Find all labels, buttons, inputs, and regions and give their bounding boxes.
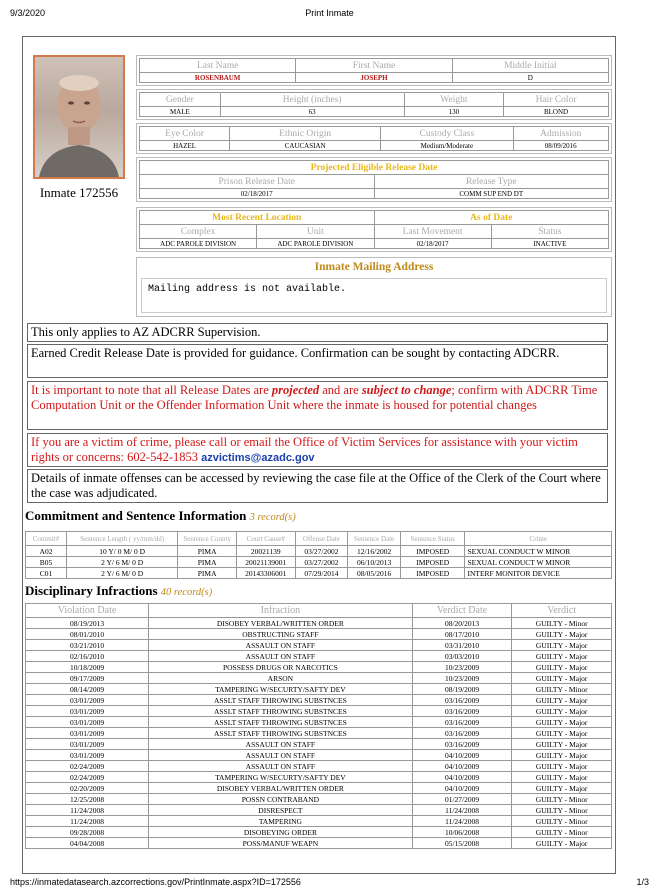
sentence-county-cell: PIMA bbox=[178, 568, 237, 579]
table-row bbox=[26, 739, 612, 750]
victim-services-email-link[interactable]: azvictims@azadc.gov bbox=[201, 452, 315, 464]
complex-value: ADC PAROLE DIVISION bbox=[140, 239, 257, 249]
sentence-county-cell: PIMA bbox=[178, 557, 237, 568]
verdict-column-header: Verdict bbox=[512, 604, 612, 618]
crime-cell: INTERF MONITOR DEVICE bbox=[465, 568, 612, 579]
inmate-record bbox=[22, 36, 616, 874]
violation-date-cell: 09/17/2009 bbox=[26, 673, 149, 684]
verdict-date-cell: 08/19/2009 bbox=[412, 684, 512, 695]
sentence-date-cell: 12/16/2002 bbox=[348, 546, 401, 557]
release-type-value: COMM SUP END DT bbox=[374, 189, 609, 199]
verdict-date-cell: 03/31/2010 bbox=[412, 640, 512, 651]
commitment-heading bbox=[25, 508, 296, 524]
earned-credit-note: Earned Credit Release Date is provided for guidance. Confirmation can be sought by contacting ADCRR. bbox=[27, 344, 608, 378]
infraction-cell: DISOBEY VERBAL/WRITTEN ORDER bbox=[149, 618, 413, 629]
page-url: https://inmatedatasearch.azcorrections.gov/PrintInmate.aspx?ID=172556 bbox=[10, 877, 301, 887]
admission-value: 08/09/2016 bbox=[513, 141, 609, 151]
violation-date-cell: 03/01/2009 bbox=[26, 750, 149, 761]
verdict-date-cell: 04/10/2009 bbox=[412, 750, 512, 761]
verdict-date-cell: 04/10/2009 bbox=[412, 772, 512, 783]
infraction-cell: TAMPERING W/SECURTY/SAFTY DEV bbox=[149, 684, 413, 695]
infraction-cell: TAMPERING W/SECURTY/SAFTY DEV bbox=[149, 772, 413, 783]
sentence-date-column-header: Sentence Date bbox=[348, 532, 401, 546]
violation-date-cell: 03/01/2009 bbox=[26, 728, 149, 739]
infraction-cell: DISOBEY VERBAL/WRITTEN ORDER bbox=[149, 783, 413, 794]
offense-date-cell: 07/29/2014 bbox=[295, 568, 348, 579]
unit-label: Unit bbox=[257, 225, 374, 239]
height-label: Height (inches) bbox=[220, 93, 404, 107]
violation-date-cell: 03/01/2009 bbox=[26, 717, 149, 728]
last-name-label: Last Name bbox=[140, 59, 296, 73]
name-section bbox=[136, 55, 612, 86]
violation-date-cell: 04/04/2008 bbox=[26, 838, 149, 849]
first-name-value: JOSEPH bbox=[296, 73, 452, 83]
sentence-county-column-header: Sentence County bbox=[178, 532, 237, 546]
custody-section bbox=[136, 123, 612, 154]
violation-date-cell: 09/28/2008 bbox=[26, 827, 149, 838]
verdict-date-cell: 08/20/2013 bbox=[412, 618, 512, 629]
status-value: INACTIVE bbox=[491, 239, 608, 249]
table-row bbox=[26, 618, 612, 629]
ethnic-origin-value: CAUCASIAN bbox=[230, 141, 381, 151]
inmate-number: Inmate 172556 bbox=[39, 185, 119, 200]
disciplinary-record-count: 40 record(s) bbox=[160, 587, 213, 598]
release-date-warning bbox=[27, 381, 608, 430]
verdict-date-cell: 11/24/2008 bbox=[412, 816, 512, 827]
inmate-photo bbox=[33, 55, 125, 179]
verdict-cell: GUILTY - Major bbox=[512, 772, 612, 783]
verdict-cell: GUILTY - Minor bbox=[512, 794, 612, 805]
verdict-cell: GUILTY - Minor bbox=[512, 618, 612, 629]
infraction-column-header: Infraction bbox=[149, 604, 413, 618]
table-row bbox=[26, 728, 612, 739]
verdict-cell: GUILTY - Major bbox=[512, 662, 612, 673]
table-row bbox=[26, 662, 612, 673]
sentence-county-cell: PIMA bbox=[178, 546, 237, 557]
crime-cell: SEXUAL CONDUCT W MINOR bbox=[465, 557, 612, 568]
verdict-cell: GUILTY - Major bbox=[512, 728, 612, 739]
commit-number-cell: C01 bbox=[26, 568, 67, 579]
table-row bbox=[26, 794, 612, 805]
print-footer bbox=[10, 877, 649, 891]
prison-release-date-label: Prison Release Date bbox=[140, 175, 375, 189]
violation-date-cell: 12/25/2008 bbox=[26, 794, 149, 805]
court-cause-cell: 20021139 bbox=[236, 546, 295, 557]
verdict-date-cell: 05/15/2008 bbox=[412, 838, 512, 849]
print-header bbox=[10, 8, 649, 22]
verdict-cell: GUILTY - Major bbox=[512, 717, 612, 728]
violation-date-cell: 03/01/2009 bbox=[26, 739, 149, 750]
eye-color-value: HAZEL bbox=[140, 141, 230, 151]
infraction-cell: ASSAULT ON STAFF bbox=[149, 739, 413, 750]
verdict-cell: GUILTY - Minor bbox=[512, 684, 612, 695]
verdict-cell: GUILTY - Major bbox=[512, 761, 612, 772]
verdict-cell: GUILTY - Major bbox=[512, 673, 612, 684]
violation-date-cell: 02/24/2009 bbox=[26, 761, 149, 772]
commitment-record-count: 3 record(s) bbox=[249, 512, 296, 523]
verdict-cell: GUILTY - Major bbox=[512, 629, 612, 640]
violation-date-cell: 08/19/2013 bbox=[26, 618, 149, 629]
sentence-status-cell: IMPOSED bbox=[401, 557, 465, 568]
infraction-cell: DISOBEYING ORDER bbox=[149, 827, 413, 838]
crime-cell: SEXUAL CONDUCT W MINOR bbox=[465, 546, 612, 557]
court-cause-cell: 20021139001 bbox=[236, 557, 295, 568]
disciplinary-table-body bbox=[26, 618, 612, 849]
custody-class-label: Custody Class bbox=[381, 127, 513, 141]
verdict-cell: GUILTY - Major bbox=[512, 838, 612, 849]
verdict-date-cell: 04/10/2009 bbox=[412, 783, 512, 794]
last-name-value: ROSENBAUM bbox=[140, 73, 296, 83]
sentence-length-cell: 10 Y/ 0 M/ 0 D bbox=[67, 546, 178, 557]
table-row bbox=[26, 772, 612, 783]
commit-number-cell: A02 bbox=[26, 546, 67, 557]
sentence-date-cell: 06/10/2013 bbox=[348, 557, 401, 568]
gender-value: MALE bbox=[140, 107, 221, 117]
person-silhouette-icon bbox=[35, 57, 123, 177]
table-row bbox=[26, 673, 612, 684]
infraction-cell: DISRESPECT bbox=[149, 805, 413, 816]
infraction-cell: POSS/MANUF WEAPN bbox=[149, 838, 413, 849]
release-type-label: Release Type bbox=[374, 175, 609, 189]
supervision-note: This only applies to AZ ADCRR Supervision. bbox=[27, 323, 608, 342]
infraction-cell: ASSAULT ON STAFF bbox=[149, 640, 413, 651]
projected-release-heading: Projected Eligible Release Date bbox=[140, 161, 609, 175]
table-row bbox=[26, 838, 612, 849]
table-row bbox=[26, 706, 612, 717]
status-label: Status bbox=[491, 225, 608, 239]
table-row bbox=[26, 568, 612, 579]
table-row bbox=[26, 827, 612, 838]
court-cause-column-header: Court Cause# bbox=[236, 532, 295, 546]
weight-label: Weight bbox=[404, 93, 503, 107]
disciplinary-header-row bbox=[26, 604, 612, 618]
infraction-cell: POSSN CONTRABAND bbox=[149, 794, 413, 805]
table-row bbox=[26, 629, 612, 640]
infraction-cell: ASSAULT ON STAFF bbox=[149, 651, 413, 662]
verdict-date-cell: 08/17/2010 bbox=[412, 629, 512, 640]
violation-date-cell: 08/01/2010 bbox=[26, 629, 149, 640]
verdict-cell: GUILTY - Minor bbox=[512, 816, 612, 827]
hair-color-label: Hair Color bbox=[504, 93, 609, 107]
table-row bbox=[26, 546, 612, 557]
verdict-cell: GUILTY - Major bbox=[512, 706, 612, 717]
violation-date-column-header: Violation Date bbox=[26, 604, 149, 618]
table-row bbox=[26, 640, 612, 651]
infraction-cell: ASSLT STAFF THROWING SUBSTNCES bbox=[149, 695, 413, 706]
mailing-address-heading: Inmate Mailing Address bbox=[314, 261, 434, 273]
infraction-cell: ARSON bbox=[149, 673, 413, 684]
infraction-cell: ASSLT STAFF THROWING SUBSTNCES bbox=[149, 717, 413, 728]
verdict-cell: GUILTY - Minor bbox=[512, 805, 612, 816]
release-text-3: ; confirm with ADCRR Time Computation Unit or the Offender Information Unit where the inmate is housed for potential changes bbox=[31, 383, 598, 412]
as-of-date-heading: As of Date bbox=[374, 211, 609, 225]
infraction-cell: ASSAULT ON STAFF bbox=[149, 750, 413, 761]
court-cause-cell: 20143306001 bbox=[236, 568, 295, 579]
hair-color-value: BLOND bbox=[504, 107, 609, 117]
sentence-length-cell: 2 Y/ 6 M/ 0 D bbox=[67, 568, 178, 579]
violation-date-cell: 03/01/2009 bbox=[26, 695, 149, 706]
print-date: 9/3/2020 bbox=[10, 8, 46, 18]
violation-date-cell: 08/14/2009 bbox=[26, 684, 149, 695]
complex-label: Complex bbox=[140, 225, 257, 239]
sentence-length-cell: 2 Y/ 6 M/ 0 D bbox=[67, 557, 178, 568]
release-section bbox=[136, 157, 612, 202]
sentence-status-cell: IMPOSED bbox=[401, 546, 465, 557]
infraction-cell: ASSLT STAFF THROWING SUBSTNCES bbox=[149, 706, 413, 717]
violation-date-cell: 02/20/2009 bbox=[26, 783, 149, 794]
verdict-date-cell: 03/03/2010 bbox=[412, 651, 512, 662]
custody-class-value: Medium/Moderate bbox=[381, 141, 513, 151]
violation-date-cell: 11/24/2008 bbox=[26, 816, 149, 827]
infraction-cell: ASSLT STAFF THROWING SUBSTNCES bbox=[149, 728, 413, 739]
subject-to-change-emphasis: subject to change bbox=[361, 383, 452, 397]
middle-initial-label: Middle Initial bbox=[452, 59, 608, 73]
offense-date-cell: 03/27/2002 bbox=[295, 546, 348, 557]
offense-date-cell: 03/27/2002 bbox=[295, 557, 348, 568]
verdict-cell: GUILTY - Major bbox=[512, 640, 612, 651]
violation-date-cell: 11/24/2008 bbox=[26, 805, 149, 816]
prison-release-date-value: 02/18/2017 bbox=[140, 189, 375, 199]
page-number: 1/3 bbox=[636, 877, 649, 887]
infraction-cell: OBSTRUCTING STAFF bbox=[149, 629, 413, 640]
commitment-title: Commitment and Sentence Information bbox=[25, 508, 247, 523]
projected-emphasis: projected bbox=[271, 383, 320, 397]
gender-label: Gender bbox=[140, 93, 221, 107]
verdict-cell: GUILTY - Major bbox=[512, 750, 612, 761]
mailing-address-box: Mailing address is not available. bbox=[141, 278, 607, 313]
verdict-cell: GUILTY - Major bbox=[512, 739, 612, 750]
verdict-date-cell: 04/10/2009 bbox=[412, 761, 512, 772]
commit-number-cell: B05 bbox=[26, 557, 67, 568]
commitment-table-body bbox=[26, 546, 612, 579]
table-row bbox=[26, 695, 612, 706]
table-row bbox=[26, 783, 612, 794]
sentence-length-column-header: Sentence Length ( yy/mm/dd) bbox=[67, 532, 178, 546]
table-row bbox=[26, 651, 612, 662]
violation-date-cell: 02/24/2009 bbox=[26, 772, 149, 783]
violation-date-cell: 10/18/2009 bbox=[26, 662, 149, 673]
middle-initial-value: D bbox=[452, 73, 608, 83]
height-value: 63 bbox=[220, 107, 404, 117]
table-row bbox=[26, 805, 612, 816]
verdict-date-cell: 01/27/2009 bbox=[412, 794, 512, 805]
disciplinary-heading bbox=[25, 583, 212, 599]
release-text-2: and are bbox=[319, 383, 362, 397]
commit-number-column-header: Commit# bbox=[26, 532, 67, 546]
violation-date-cell: 02/16/2010 bbox=[26, 651, 149, 662]
sentence-date-cell: 08/05/2016 bbox=[348, 568, 401, 579]
commitment-table bbox=[25, 531, 612, 579]
verdict-date-cell: 10/23/2009 bbox=[412, 673, 512, 684]
verdict-date-cell: 03/16/2009 bbox=[412, 695, 512, 706]
admission-label: Admission bbox=[513, 127, 609, 141]
verdict-cell: GUILTY - Major bbox=[512, 651, 612, 662]
ethnic-origin-label: Ethnic Origin bbox=[230, 127, 381, 141]
table-row bbox=[26, 557, 612, 568]
physical-section bbox=[136, 89, 612, 120]
infraction-cell: TAMPERING bbox=[149, 816, 413, 827]
infraction-cell: POSSESS DRUGS OR NARCOTICS bbox=[149, 662, 413, 673]
release-text-1: It is important to note that all Release Dates are bbox=[31, 383, 272, 397]
table-row bbox=[26, 717, 612, 728]
table-row bbox=[26, 761, 612, 772]
disciplinary-title: Disciplinary Infractions bbox=[25, 583, 158, 598]
victim-services-text: If you are a victim of crime, please call or email the Office of Victim Services for assistance with your victim rights or concerns: 602-542-1853 bbox=[31, 435, 578, 464]
verdict-date-cell: 10/06/2008 bbox=[412, 827, 512, 838]
mailing-address-section bbox=[136, 257, 612, 317]
infraction-cell: ASSAULT ON STAFF bbox=[149, 761, 413, 772]
first-name-label: First Name bbox=[296, 59, 452, 73]
commitment-header-row bbox=[26, 532, 612, 546]
violation-date-cell: 03/01/2009 bbox=[26, 706, 149, 717]
table-row bbox=[26, 816, 612, 827]
offense-details-note: Details of inmate offenses can be accessed by reviewing the case file at the Office of the Clerk of the Court where the case was adjudicated. bbox=[27, 469, 608, 503]
table-row bbox=[26, 684, 612, 695]
verdict-date-cell: 10/23/2009 bbox=[412, 662, 512, 673]
eye-color-label: Eye Color bbox=[140, 127, 230, 141]
verdict-cell: GUILTY - Minor bbox=[512, 827, 612, 838]
weight-value: 130 bbox=[404, 107, 503, 117]
offense-date-column-header: Offense Date bbox=[295, 532, 348, 546]
verdict-date-cell: 03/16/2009 bbox=[412, 706, 512, 717]
victim-services-note bbox=[27, 433, 608, 467]
verdict-date-cell: 03/16/2009 bbox=[412, 739, 512, 750]
sentence-status-cell: IMPOSED bbox=[401, 568, 465, 579]
table-row bbox=[26, 750, 612, 761]
print-title: Print Inmate bbox=[305, 8, 354, 18]
verdict-date-column-header: Verdict Date bbox=[412, 604, 512, 618]
verdict-date-cell: 03/16/2009 bbox=[412, 717, 512, 728]
sentence-status-column-header: Sentence Status bbox=[401, 532, 465, 546]
verdict-date-cell: 11/24/2008 bbox=[412, 805, 512, 816]
verdict-date-cell: 03/16/2009 bbox=[412, 728, 512, 739]
violation-date-cell: 03/21/2010 bbox=[26, 640, 149, 651]
last-movement-value: 02/18/2017 bbox=[374, 239, 491, 249]
verdict-cell: GUILTY - Major bbox=[512, 783, 612, 794]
last-movement-label: Last Movement bbox=[374, 225, 491, 239]
disciplinary-table bbox=[25, 603, 612, 849]
unit-value: ADC PAROLE DIVISION bbox=[257, 239, 374, 249]
recent-location-heading: Most Recent Location bbox=[140, 211, 375, 225]
location-section bbox=[136, 207, 612, 252]
verdict-cell: GUILTY - Major bbox=[512, 695, 612, 706]
crime-column-header: Crime bbox=[465, 532, 612, 546]
